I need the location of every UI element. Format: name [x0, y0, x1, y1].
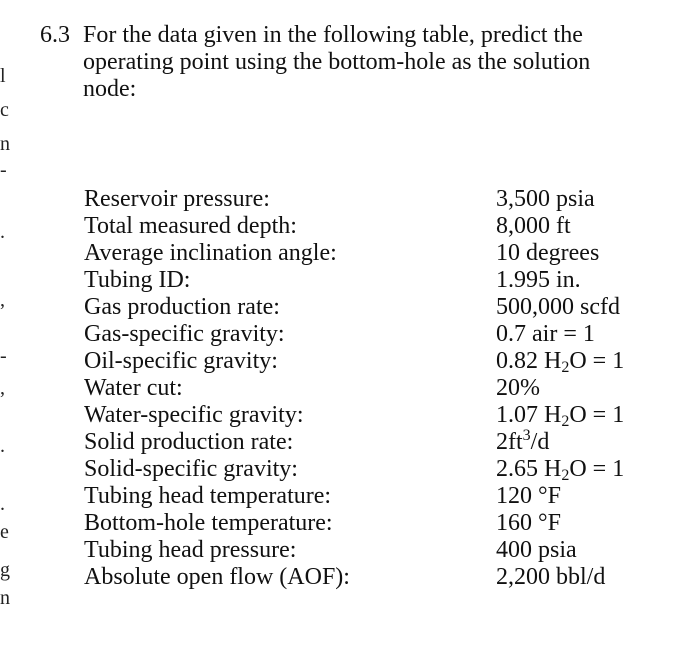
value-text: 1.07 H: [496, 402, 562, 428]
row-label: Water cut:: [84, 375, 183, 401]
row-value: [496, 429, 664, 456]
value-superscript: 3: [522, 427, 531, 444]
row-value: 8,000 ft: [496, 213, 571, 239]
row-label: Oil-specific gravity:: [84, 348, 278, 374]
row-value: 2,200 bbl/d: [496, 564, 606, 590]
problem-line: operating point using the bottom-hole as the solution: [83, 49, 591, 75]
row-label: Tubing ID:: [84, 267, 191, 293]
table-row: [84, 321, 664, 348]
table-row: [84, 564, 664, 591]
margin-fragment: e: [0, 521, 9, 543]
row-label: Tubing head pressure:: [84, 537, 297, 563]
value-text: O = 1: [569, 348, 625, 374]
table-row: [84, 510, 664, 537]
value-text: 2ft: [496, 429, 523, 455]
problem-number: 6.3: [40, 22, 70, 48]
table-row: [84, 402, 664, 429]
table-row: [84, 348, 664, 375]
margin-fragment: c: [0, 99, 9, 121]
row-label: Solid-specific gravity:: [84, 456, 298, 482]
table-row: [84, 294, 664, 321]
row-label: Reservoir pressure:: [84, 186, 270, 212]
row-label: Water-specific gravity:: [84, 402, 304, 428]
row-value: 160 °F: [496, 510, 561, 536]
margin-fragment: .: [0, 435, 5, 457]
table-row: [84, 213, 664, 240]
table-row: [84, 429, 664, 456]
row-label: Total measured depth:: [84, 213, 297, 239]
left-margin-fragments: [0, 0, 12, 646]
row-label: Tubing head temperature:: [84, 483, 332, 509]
row-value: 20%: [496, 375, 540, 401]
margin-fragment: g: [0, 559, 10, 581]
value-subscript: 2: [561, 467, 570, 484]
row-value: 3,500 psia: [496, 186, 595, 212]
row-value: 400 psia: [496, 537, 577, 563]
row-value: 10 degrees: [496, 240, 600, 266]
problem-line: For the data given in the following table, predict the: [83, 22, 583, 48]
value-text: /d: [530, 429, 550, 455]
margin-fragment: n: [0, 133, 10, 155]
value-subscript: 2: [561, 413, 570, 430]
row-value: 120 °F: [496, 483, 561, 509]
row-label: Solid production rate:: [84, 429, 294, 455]
value-text: 2.65 H: [496, 456, 562, 482]
margin-fragment: .: [0, 493, 5, 515]
problem-text: [83, 22, 653, 103]
problem-line: node:: [83, 76, 137, 102]
row-label: Absolute open flow (AOF):: [84, 564, 350, 590]
row-value: [496, 456, 664, 483]
row-label: Bottom-hole temperature:: [84, 510, 333, 536]
row-label: Gas production rate:: [84, 294, 280, 320]
table-row: [84, 375, 664, 402]
row-label: Average inclination angle:: [84, 240, 337, 266]
margin-fragment: .: [0, 221, 5, 243]
value-subscript: 2: [561, 359, 570, 376]
value-text: 0.82 H: [496, 348, 562, 374]
value-text: O = 1: [569, 456, 625, 482]
row-value: [496, 348, 664, 375]
row-value: 1.995 in.: [496, 267, 581, 293]
row-label: Gas-specific gravity:: [84, 321, 285, 347]
value-text: O = 1: [569, 402, 625, 428]
margin-fragment: l: [0, 65, 6, 87]
margin-fragment: -: [0, 345, 7, 367]
data-table: [84, 186, 664, 591]
row-value: [496, 402, 664, 429]
table-row: [84, 267, 664, 294]
table-row: [84, 537, 664, 564]
table-row: [84, 456, 664, 483]
margin-fragment: ,: [0, 289, 5, 311]
margin-fragment: n: [0, 587, 10, 609]
table-row: [84, 186, 664, 213]
margin-fragment: -: [0, 159, 7, 181]
table-row: [84, 483, 664, 510]
margin-fragment: ,: [0, 377, 5, 399]
row-value: 0.7 air = 1: [496, 321, 595, 347]
table-row: [84, 240, 664, 267]
row-value: 500,000 scfd: [496, 294, 620, 320]
